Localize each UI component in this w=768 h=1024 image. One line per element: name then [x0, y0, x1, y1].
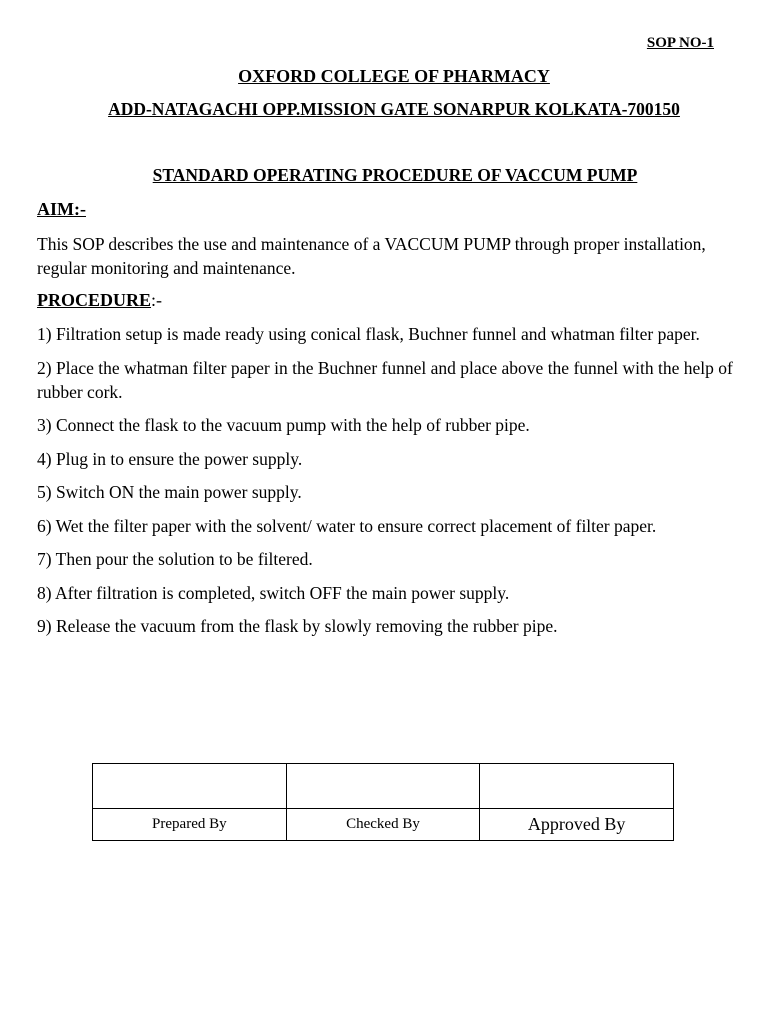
- procedure-step: 6) Wet the filter paper with the solvent/ water to ensure correct placement of filter paper.: [37, 515, 657, 536]
- procedure-step: 2) Place the whatman filter paper in the Buchner funnel and place above the funnel with the help of rubber cork.: [37, 357, 733, 402]
- procedure-step: 8) After filtration is completed, switch OFF the main power supply.: [37, 582, 510, 603]
- procedure-step: 5) Switch ON the main power supply.: [37, 482, 302, 502]
- prepared-by-signature-cell: [93, 764, 287, 809]
- signature-table: [92, 763, 674, 841]
- checked-by-label: Checked By: [286, 809, 480, 841]
- procedure-heading-suffix: :-: [151, 290, 163, 310]
- sop-number: SOP NO-1: [646, 35, 714, 51]
- procedure-heading: [37, 290, 162, 311]
- college-name: OXFORD COLLEGE OF PHARMACY: [238, 66, 550, 86]
- procedure-step: 9) Release the vacuum from the flask by slowly removing the rubber pipe.: [37, 616, 558, 636]
- signature-row: [93, 764, 674, 809]
- college-address: ADD-NATAGACHI OPP.MISSION GATE SONARPUR KOLKATA-700150: [108, 99, 680, 119]
- procedure-step: 1) Filtration setup is made ready using conical flask, Buchner funnel and whatman filter paper.: [37, 324, 700, 344]
- prepared-by-label: Prepared By: [93, 809, 287, 841]
- document-title: STANDARD OPERATING PROCEDURE OF VACCUM PUMP: [152, 165, 638, 185]
- checked-by-signature-cell: [286, 764, 480, 809]
- approved-by-label: Approved By: [480, 809, 674, 841]
- approved-by-signature-cell: [480, 764, 674, 809]
- signature-label-row: [93, 809, 674, 841]
- procedure-step: 4) Plug in to ensure the power supply.: [37, 448, 303, 469]
- procedure-steps: [37, 322, 737, 648]
- procedure-step: 7) Then pour the solution to be filtered.: [37, 549, 313, 569]
- aim-text: This SOP describes the use and maintenance of a VACCUM PUMP through proper installation, regular monitoring and maintenance.: [37, 234, 706, 278]
- aim-heading: AIM:-: [37, 199, 86, 219]
- procedure-heading-label: PROCEDURE: [37, 290, 152, 310]
- procedure-step: 3) Connect the flask to the vacuum pump with the help of rubber pipe.: [37, 415, 530, 435]
